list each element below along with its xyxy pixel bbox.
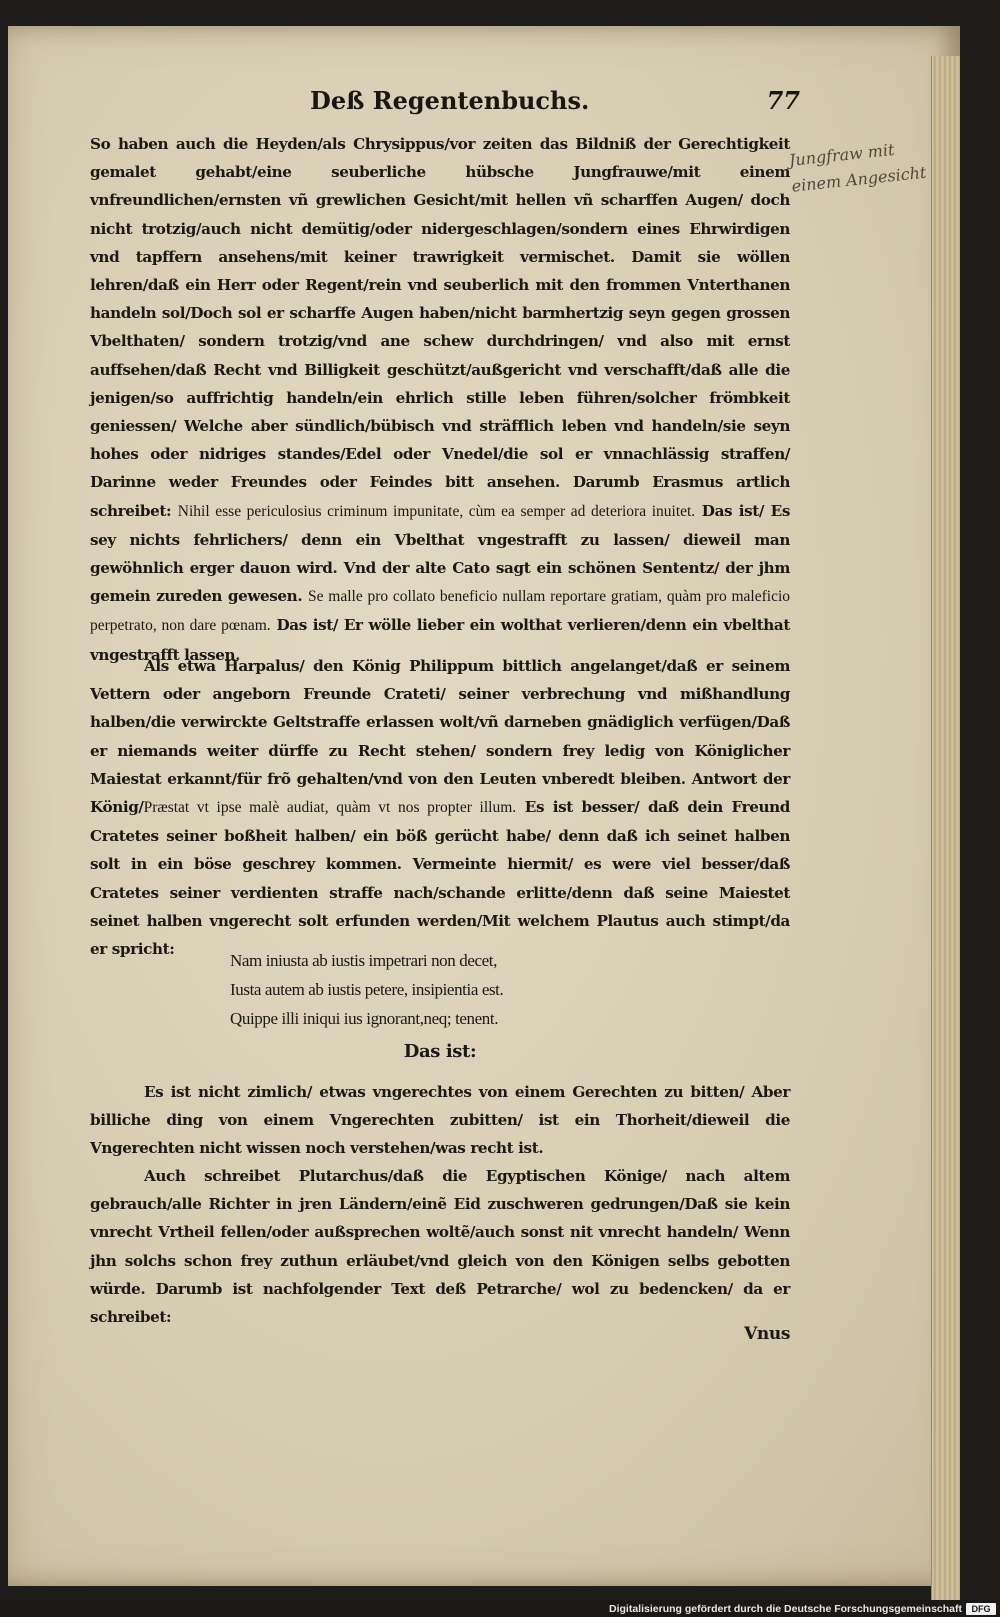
handwritten-marginal-note: Jungfraw mit einem Angesicht (788, 139, 928, 196)
paragraph-2 (90, 652, 790, 963)
german-text: Das ist/ Es sey nichts fehrlichers/ denn ein Vbelthat vngestrafft zu lassen/ dieweil man gewöhnlich erger dauon wird. Vnd der alte Cato sagt ein schönen Sententz/ der jhm gemein zureden gewesen. (90, 501, 790, 606)
latin-quote: Se malle pro collato beneficio nullam reportare gratiam, quàm pro maleficio perpetrato, non dare pœnam. (90, 588, 791, 635)
catchword: Vnus (744, 1324, 790, 1344)
verse-line-3: Quippe illi iniqui ius ignorant,neq; tenent. (230, 1009, 499, 1028)
das-ist-heading: Das ist: (403, 1041, 477, 1062)
verse-line-2: Iusta autem ab iustis petere, insipientia est. (230, 980, 504, 999)
german-text: Es ist besser/ daß dein Freund Cratetes seiner boßheit halben/ ein böß gerücht habe/ denn daß ich seinet halben solt in ein böse geschrey kommen. Vermeinte hiermit/ es were viel besser/daß Cratetes seiner verdienten straffe nach/schande erlitte/denn daß seine Maiestet seinet halben vngerecht solt erfunden werden/Mit welchem Plautus auch stimpt/da er spricht: (90, 798, 790, 959)
latin-quote: Nihil esse periculosius criminum impunitate, cùm ea semper ad deteriora inuitet. (177, 502, 696, 520)
funding-notice: Digitalisierung gefördert durch die Deutsche Forschungsgemeinschaft (609, 1603, 962, 1615)
paragraph-3: Es ist nicht zimlich/ etwas vngerechtes von einem Gerechten zu bitten/ Aber billiche ding von einem Vngerechten zubitten/ ist ein Thorheit/dieweil die Vngerechten nicht wissen noch verstehen/was recht ist. (90, 1083, 790, 1158)
paragraph-1 (90, 130, 790, 669)
german-text: Als etwa Harpalus/ den König Philippum bittlich angelanget/daß er seinem Vettern oder angeborn Freunde Crateti/ seiner verbrechung vnd mißhandlung halben/die verwirckte Geltstraffe erlassen wolt/vñ darneben gnädiglich verfügen/Daß er niemands weiter dürffe zu Recht stehen/ sondern frey ledig von Königlicher Maiestat erkannt/für frõ gehalten/vnd von den Leuten vnberedt bleiben. Antwort der König/ (90, 657, 790, 817)
german-text: So haben auch die Heyden/als Chrysippus/vor zeiten das Bildniß der Gerechtigkeit gemalet gehabt/eine seuberliche hübsche Jungfrauwe/mit einem vnfreundlichen/ernsten vñ grewlichen Gesicht/mit hellen vñ scharffen Augen/ doch nicht trotzig/auch nicht demütig/oder nidergeschlagen/sondern eines Ehrwirdigen vnd tapffern ansehens/mit keiner trawrigkeit vermischet. Damit sie wöllen lehren/daß ein Herr oder Regent/rein vnd seuberlich mit den frommen Vnterthanen handeln sol/Doch sol er scharffe Augen haben/nicht barmhertzig seyn gegen grossen Vbelthaten/ sondern trotzig/vnd ane schew durchdringen/ vnd also mit ernst auffsehen/daß Recht vnd Billigkeit geschützt/außgericht vnd verschafft/daß alle die jenigen/so auffrichtig handeln/ein ehrlich stille leben führen/solcher frömbkeit geniessen/ Welche aber sündlich/bübisch vnd sträfflich leben vnd handeln/sie seyn hohes oder nidriges standes/Edel oder Vnedel/die sol er vnnachlässig straffen/ Darinne weder Freundes oder Feindes bitt ansehen. Darumb Erasmus artlich schreibet: (90, 135, 790, 520)
page-number: 77 (766, 86, 800, 115)
latin-verse (230, 946, 650, 1033)
german-text: Das ist/ Er wölle lieber ein wolthat verlieren/denn ein vbelthat vngestrafft lassen. (90, 616, 790, 664)
running-head (310, 86, 800, 124)
paragraph-4: Auch schreibet Plutarchus/daß die Egyptischen Könige/ nach altem gebrauch/alle Richter in jren Ländern/einẽ Eid zuschweren gedrungen/Daß sie kein vnrecht Vrtheil fellen/oder außsprechen woltẽ/auch sonst nit vnrecht handeln/ Wenn jhn solchs schon frey zuthun erläubet/vnd gleich von den Königen selbs gebotten würde. Darumb ist nachfolgender Text deß Petrarche/ wol zu bedencken/ da er schreibet: (90, 1167, 790, 1327)
footer-bar (0, 1600, 1000, 1617)
dfg-logo: DFG (966, 1603, 996, 1615)
latin-quote: Præstat vt ipse malè audiat, quàm vt nos propter illum. (143, 799, 517, 817)
page-edge (931, 56, 960, 1611)
verse-line-1: Nam iniusta ab iustis impetrari non decet, (230, 951, 497, 970)
running-head-title: Deß Regentenbuchs. (310, 86, 590, 115)
